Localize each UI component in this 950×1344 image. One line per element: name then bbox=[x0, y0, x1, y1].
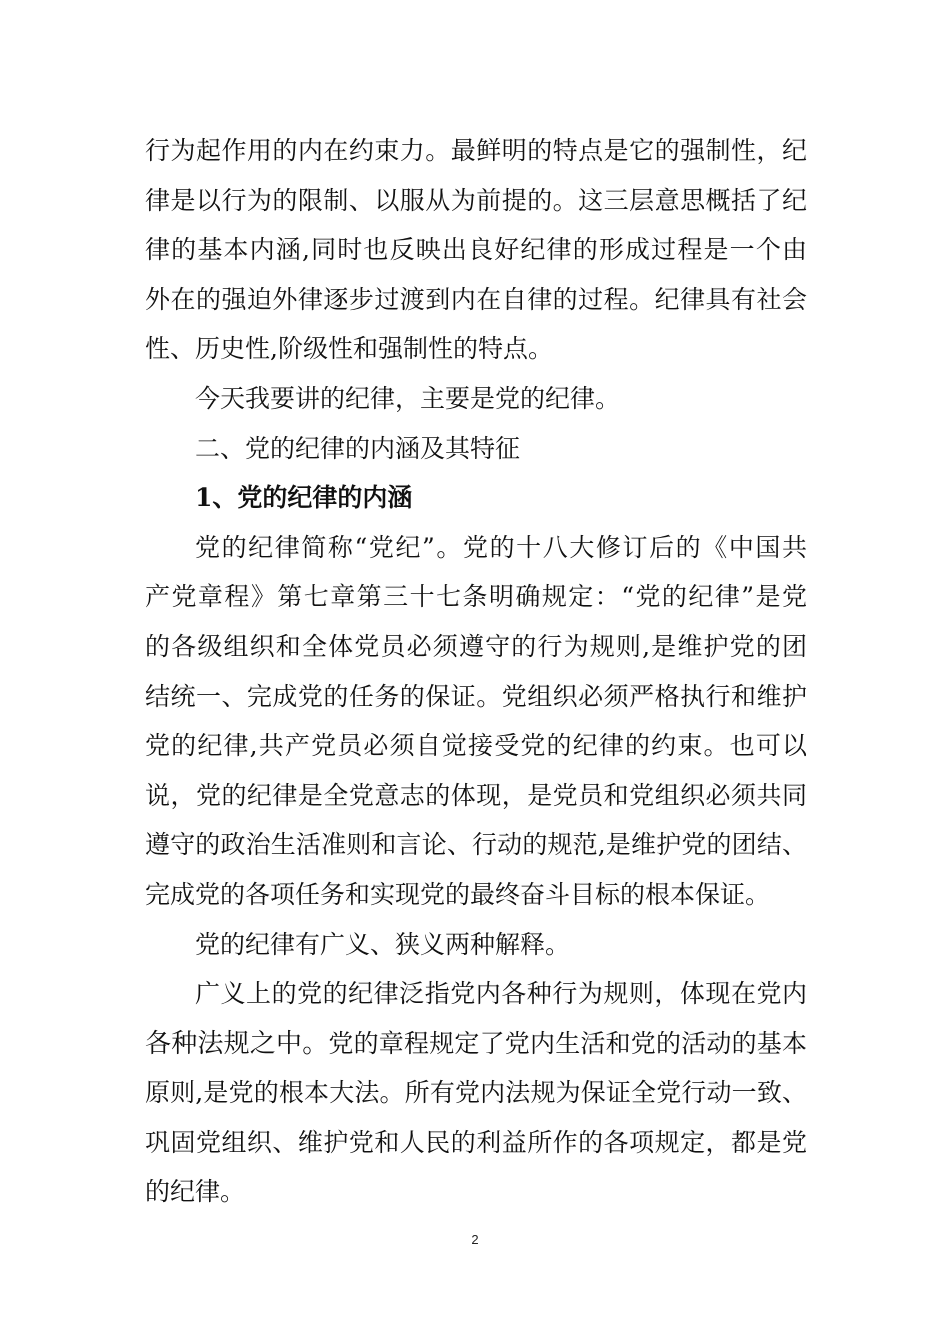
paragraph-line: 产党章程》第七章第三十七条明确规定：“党的纪律”是党 bbox=[145, 582, 807, 612]
page-number: 2 bbox=[471, 1232, 479, 1247]
section-heading: 二、党的纪律的内涵及其特征 bbox=[195, 433, 521, 463]
paragraph-line: 律的基本内涵,同时也反映出良好纪律的形成过程是一个由 bbox=[145, 235, 807, 265]
emphasis-run: 各种法规之中。 bbox=[145, 1028, 329, 1059]
paragraph-line: 完成党的各项任务和实现党的最终奋斗目标的根本保证。 bbox=[145, 879, 771, 909]
subsection-heading: 1、党的纪律的内涵 bbox=[195, 483, 413, 513]
paragraph-line: 性、历史性,阶级性和强制性的特点。 bbox=[145, 334, 553, 364]
paragraph-line: 的各级组织和全体党员必须遵守的行为规则,是维护党的团 bbox=[145, 631, 807, 661]
paragraph-line: 的纪律。 bbox=[145, 1177, 246, 1207]
paragraph-line: 律是以行为的限制、以服从为前提的。这三层意思概括了纪 bbox=[145, 185, 807, 215]
paragraph-line: 巩固党组织、维护党和人民的利益所作的各项规定，都是党 bbox=[145, 1127, 807, 1157]
paragraph-line: 党的纪律简称“党纪”。党的十八大修订后的《中国共 bbox=[195, 532, 807, 562]
paragraph-line: 说，党的纪律是全党意志的体现，是党员和党组织必须共同 bbox=[145, 780, 807, 810]
paragraph-line: 党的纪律,共产党员必须自觉接受党的纪律的约束。也可以 bbox=[145, 731, 807, 761]
paragraph-line: 原则,是党的根本大法。所有党内法规为保证全党行动一致、 bbox=[145, 1078, 807, 1108]
paragraph-line: 结统一、完成党的任务的保证。党组织必须严格执行和维护 bbox=[145, 681, 807, 711]
paragraph-line: 遵守的政治生活准则和言论、行动的规范,是维护党的团结、 bbox=[145, 830, 807, 860]
paragraph-line: 党的纪律有广义、狭义两种解释。 bbox=[195, 929, 571, 959]
page-body bbox=[145, 126, 807, 1217]
paragraph-line: 行为起作用的内在约束力。最鲜明的特点是它的强制性，纪 bbox=[145, 136, 807, 165]
paragraph-line: 外在的强迫外律逐步过渡到内在自律的过程。纪律具有社会 bbox=[145, 284, 807, 314]
text-run: 党的章程规定了党内生活和党的活动的基本 bbox=[328, 1028, 807, 1058]
paragraph-line: 今天我要讲的纪律，主要是党的纪律。 bbox=[195, 383, 621, 413]
paragraph-line-mixed bbox=[145, 1019, 807, 1069]
paragraph-line: 广义上的党的纪律泛指党内各种行为规则，体现在党内 bbox=[195, 979, 807, 1009]
